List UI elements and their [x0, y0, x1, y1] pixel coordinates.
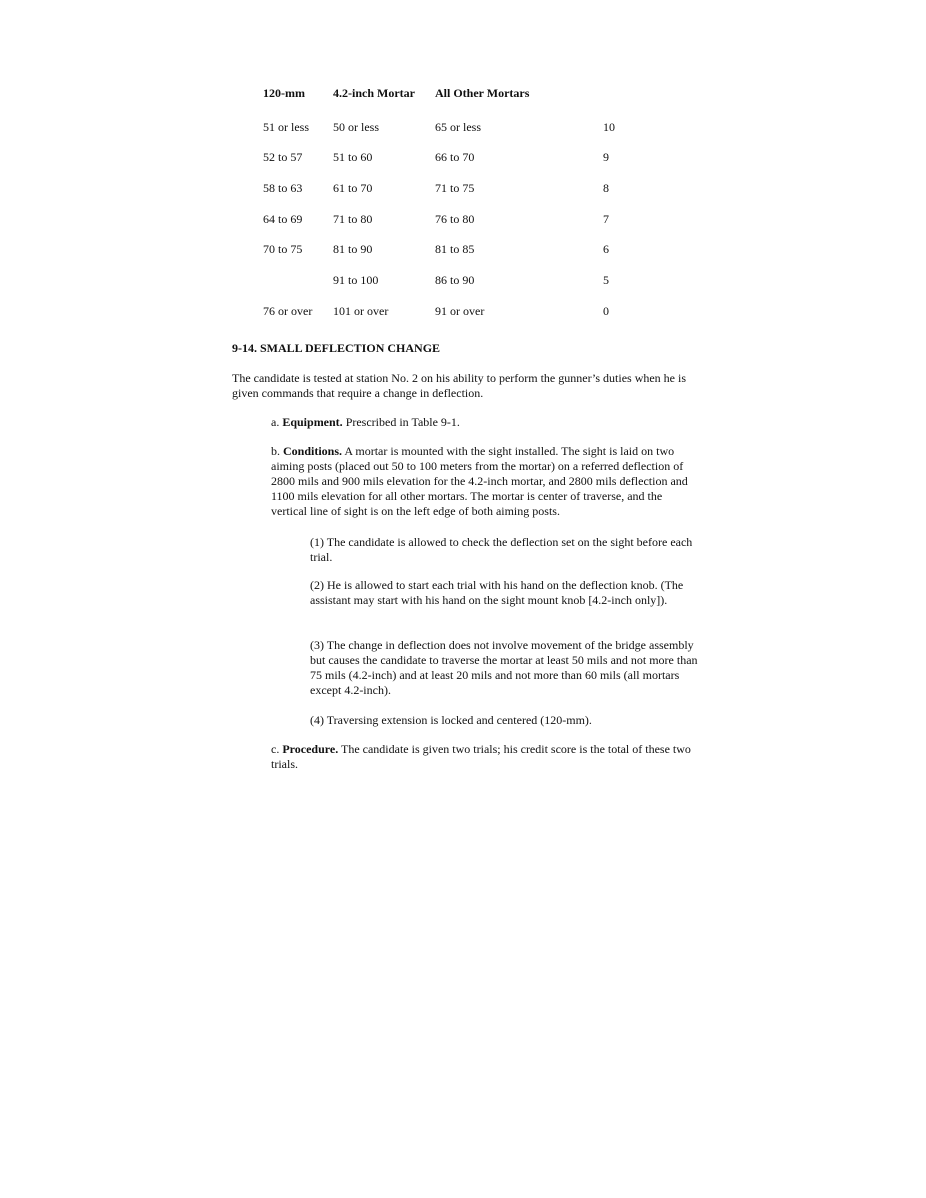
- table-cell: 71 to 75: [435, 181, 475, 196]
- score-table: [263, 86, 623, 319]
- sub-item: (4) Traversing extension is locked and centered (120-mm).: [310, 713, 592, 727]
- column-header-120mm: 120-mm: [263, 86, 305, 100]
- column-header-points: [603, 86, 623, 104]
- equipment-prefix: a.: [271, 415, 283, 429]
- table-row: [263, 196, 623, 227]
- table-cell: 70 to 75: [263, 242, 303, 257]
- procedure-prefix: c.: [271, 742, 283, 756]
- table-row: [263, 165, 623, 196]
- table-header-row: [263, 86, 623, 104]
- sub-item: (3) The change in deflection does not involve movement of the bridge assembly but causes the candidate to traverse the mortar at least 50 mils and not more than 75 mils (4.2-inch) and at least 20 mils and not more than 60 mils (all mortars except 4.2-inch).: [310, 638, 698, 697]
- table-cell: 76 or over: [263, 303, 313, 318]
- table-cell: 50 or less: [333, 119, 379, 134]
- table-cell: 91 or over: [435, 303, 485, 318]
- section-heading: 9-14. SMALL DEFLECTION CHANGE: [232, 341, 441, 355]
- table-cell: [263, 257, 333, 288]
- table-cell: 61 to 70: [333, 181, 373, 196]
- table-cell: 9: [603, 150, 609, 165]
- table-cell: 66 to 70: [435, 150, 475, 165]
- sub-item: (1) The candidate is allowed to check the deflection set on the sight before each trial.: [310, 535, 693, 564]
- table-cell: 91 to 100: [333, 273, 379, 288]
- procedure-label: Procedure.: [282, 742, 339, 756]
- table-cell: 64 to 69: [263, 211, 303, 226]
- table-cell: 0: [603, 303, 609, 318]
- table-cell: 6: [603, 242, 609, 257]
- column-header-42inch: 4.2-inch Mortar: [333, 86, 415, 100]
- conditions-text: A mortar is mounted with the sight installed. The sight is laid on two aiming posts (placed out 50 to 100 meters from the mortar) on a referred deflection of 2800 mils and 900 mils elevation for the 4.2-inch mortar, and 2800 mils deflection and 1100 mils elevation for all other mortars. The mortar is center of traverse, and the vertical line of sight is on the left edge of both aiming posts.: [271, 444, 688, 518]
- conditions-paragraph: [271, 444, 701, 519]
- column-header-all-other: All Other Mortars: [435, 86, 530, 100]
- table-cell: 71 to 80: [333, 211, 373, 226]
- table-cell: 76 to 80: [435, 211, 475, 226]
- conditions-prefix: b.: [271, 444, 283, 458]
- table-cell: 7: [603, 211, 609, 226]
- table-cell: 5: [603, 273, 609, 288]
- table-row: [263, 288, 623, 319]
- table-row: [263, 227, 623, 258]
- table-row: [263, 257, 623, 288]
- table-cell: 81 to 90: [333, 242, 373, 257]
- table-row: [263, 104, 623, 135]
- table-cell: 51 or less: [263, 119, 309, 134]
- table-cell: 51 to 60: [333, 150, 373, 165]
- table-cell: 58 to 63: [263, 181, 303, 196]
- sub-item: (2) He is allowed to start each trial with his hand on the deflection knob. (The assistant may start with his hand on the sight mount knob [4.2-inch only]).: [310, 578, 684, 607]
- table-cell: 10: [603, 119, 615, 134]
- table-cell: 86 to 90: [435, 273, 475, 288]
- equipment-text: Prescribed in Table 9-1.: [342, 415, 460, 429]
- procedure-text: The candidate is given two trials; his credit score is the total of these two trials.: [271, 742, 691, 771]
- equipment-paragraph: [271, 415, 701, 430]
- table-row: [263, 135, 623, 166]
- intro-paragraph: The candidate is tested at station No. 2 on his ability to perform the gunner’s duties when he is given commands that require a change in deflection.: [232, 371, 687, 400]
- table-cell: 52 to 57: [263, 150, 303, 165]
- table-cell: 65 or less: [435, 119, 481, 134]
- table-cell: 101 or over: [333, 303, 389, 318]
- procedure-paragraph: [271, 742, 701, 772]
- table-cell: 81 to 85: [435, 242, 475, 257]
- conditions-label: Conditions.: [283, 444, 343, 458]
- equipment-label: Equipment.: [282, 415, 343, 429]
- table-cell: 8: [603, 181, 609, 196]
